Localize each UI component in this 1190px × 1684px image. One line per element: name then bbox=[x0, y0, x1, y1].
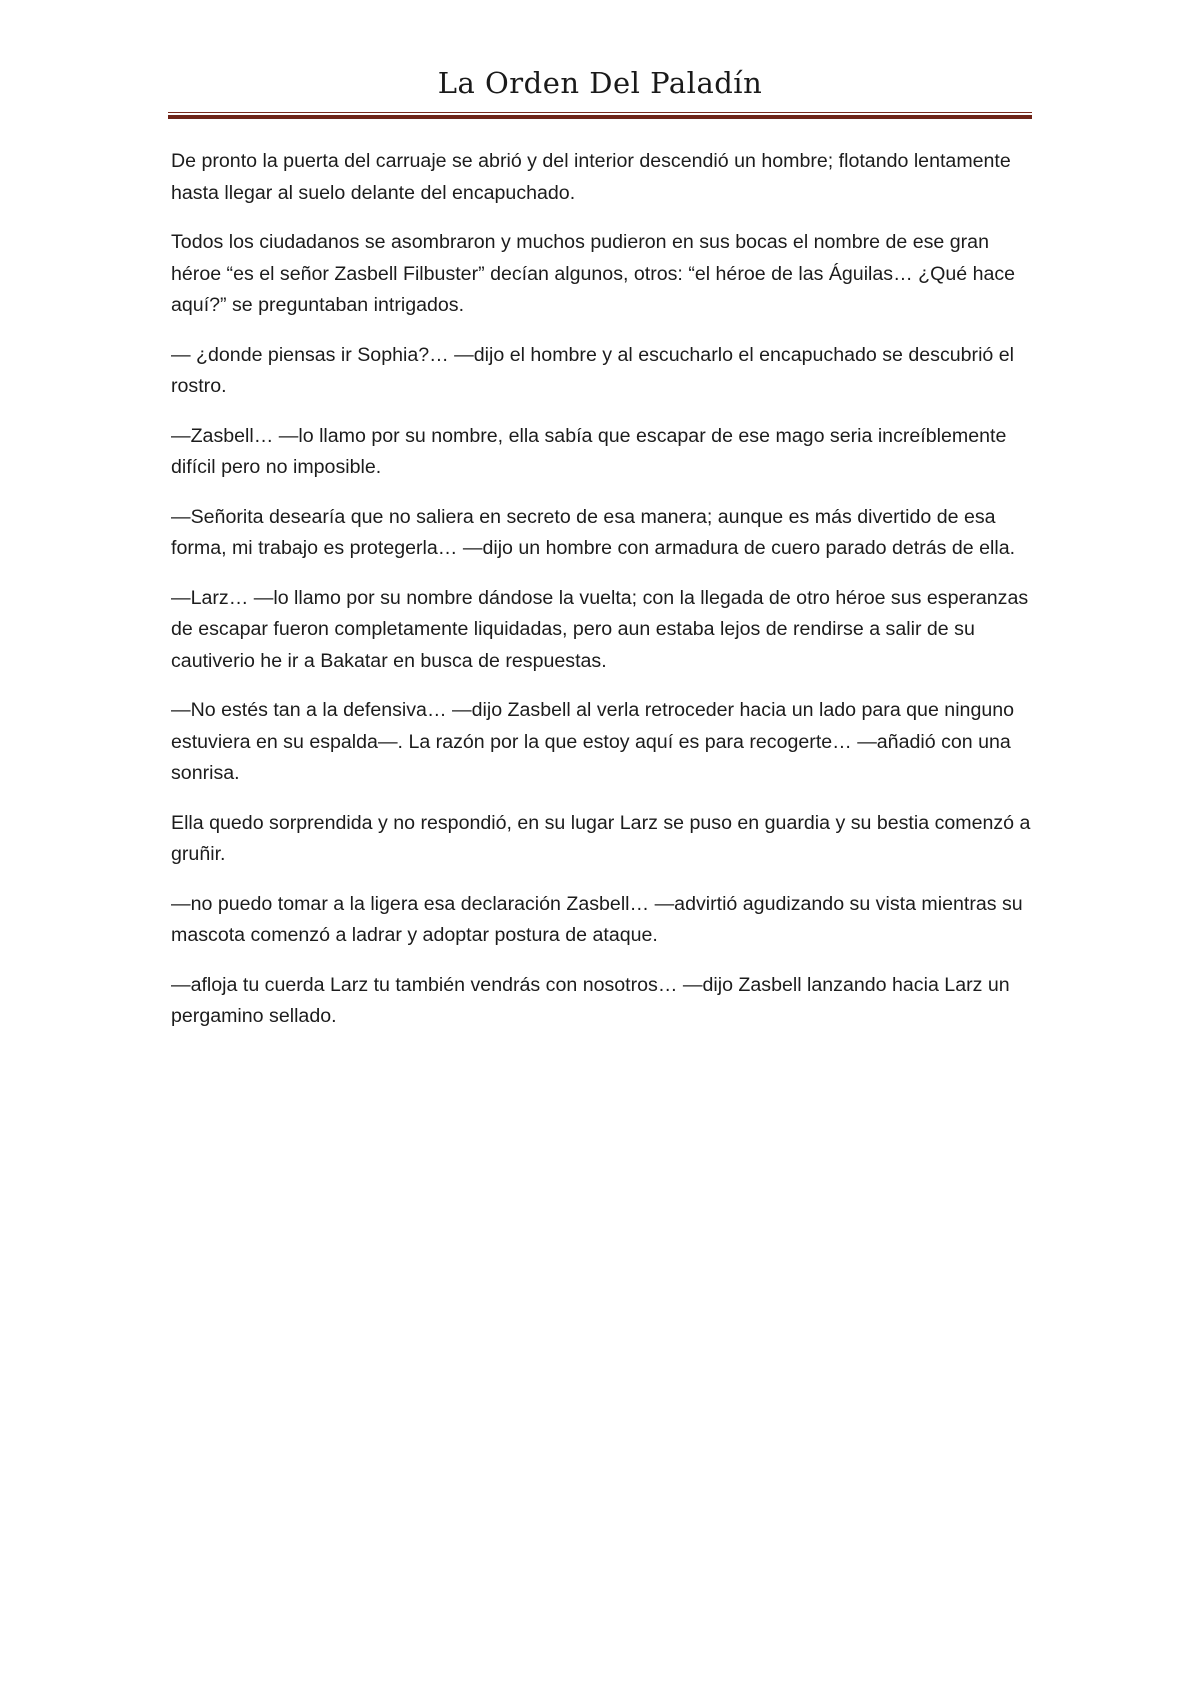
paragraph: De pronto la puerta del carruaje se abrió y del interior descendió un hombre; flotando lentamente hasta llegar al suelo delante del encapuchado. bbox=[171, 150, 1011, 204]
paragraph: —Zasbell… —lo llamo por su nombre, ella sabía que escapar de ese mago seria increíblemente difícil pero no imposible. bbox=[171, 424, 1007, 478]
body-text bbox=[171, 146, 1033, 1051]
paragraph: — ¿donde piensas ir Sophia?… —dijo el hombre y al escucharlo el encapuchado se descubrió el rostro. bbox=[171, 343, 1015, 397]
paragraph: —No estés tan a la defensiva… —dijo Zasbell al verla retroceder hacia un lado para que ninguno estuviera en su espalda—. La razón por la que estoy aquí es para recogerte… —añadió con una sonrisa. bbox=[171, 699, 1015, 784]
header-rule-thin bbox=[168, 112, 1032, 113]
page-header bbox=[168, 66, 1032, 101]
paragraph: —Señorita desearía que no saliera en secreto de esa manera; aunque es más divertido de esa forma, mi trabajo es protegerla… —dijo un hombre con armadura de cuero parado detrás de ella. bbox=[171, 505, 1016, 559]
paragraph: —Larz… —lo llamo por su nombre dándose la vuelta; con la llegada de otro héroe sus esperanzas de escapar fueron completamente liquidadas, pero aun estaba lejos de rendirse a salir de su cautiverio he ir a Bakatar en busca de respuestas. bbox=[171, 586, 1029, 672]
page-title: La Orden Del Paladín bbox=[437, 66, 763, 100]
header-rule-thick bbox=[168, 115, 1032, 119]
paragraph: —no puedo tomar a la ligera esa declaración Zasbell… —advirtió agudizando su vista mientras su mascota comenzó a ladrar y adoptar postura de ataque. bbox=[171, 892, 1023, 946]
paragraph: Ella quedo sorprendida y no respondió, en su lugar Larz se puso en guardia y su bestia comenzó a gruñir. bbox=[171, 811, 1031, 865]
paragraph: —afloja tu cuerda Larz tu también vendrás con nosotros… —dijo Zasbell lanzando hacia Larz un pergamino sellado. bbox=[171, 973, 1010, 1027]
paragraph: Todos los ciudadanos se asombraron y muchos pudieron en sus bocas el nombre de ese gran héroe “es el señor Zasbell Filbuster” decían algunos, otros: “el héroe de las Águilas… ¿Qué hace aquí?” se preguntaban intrigados. bbox=[171, 231, 1016, 316]
